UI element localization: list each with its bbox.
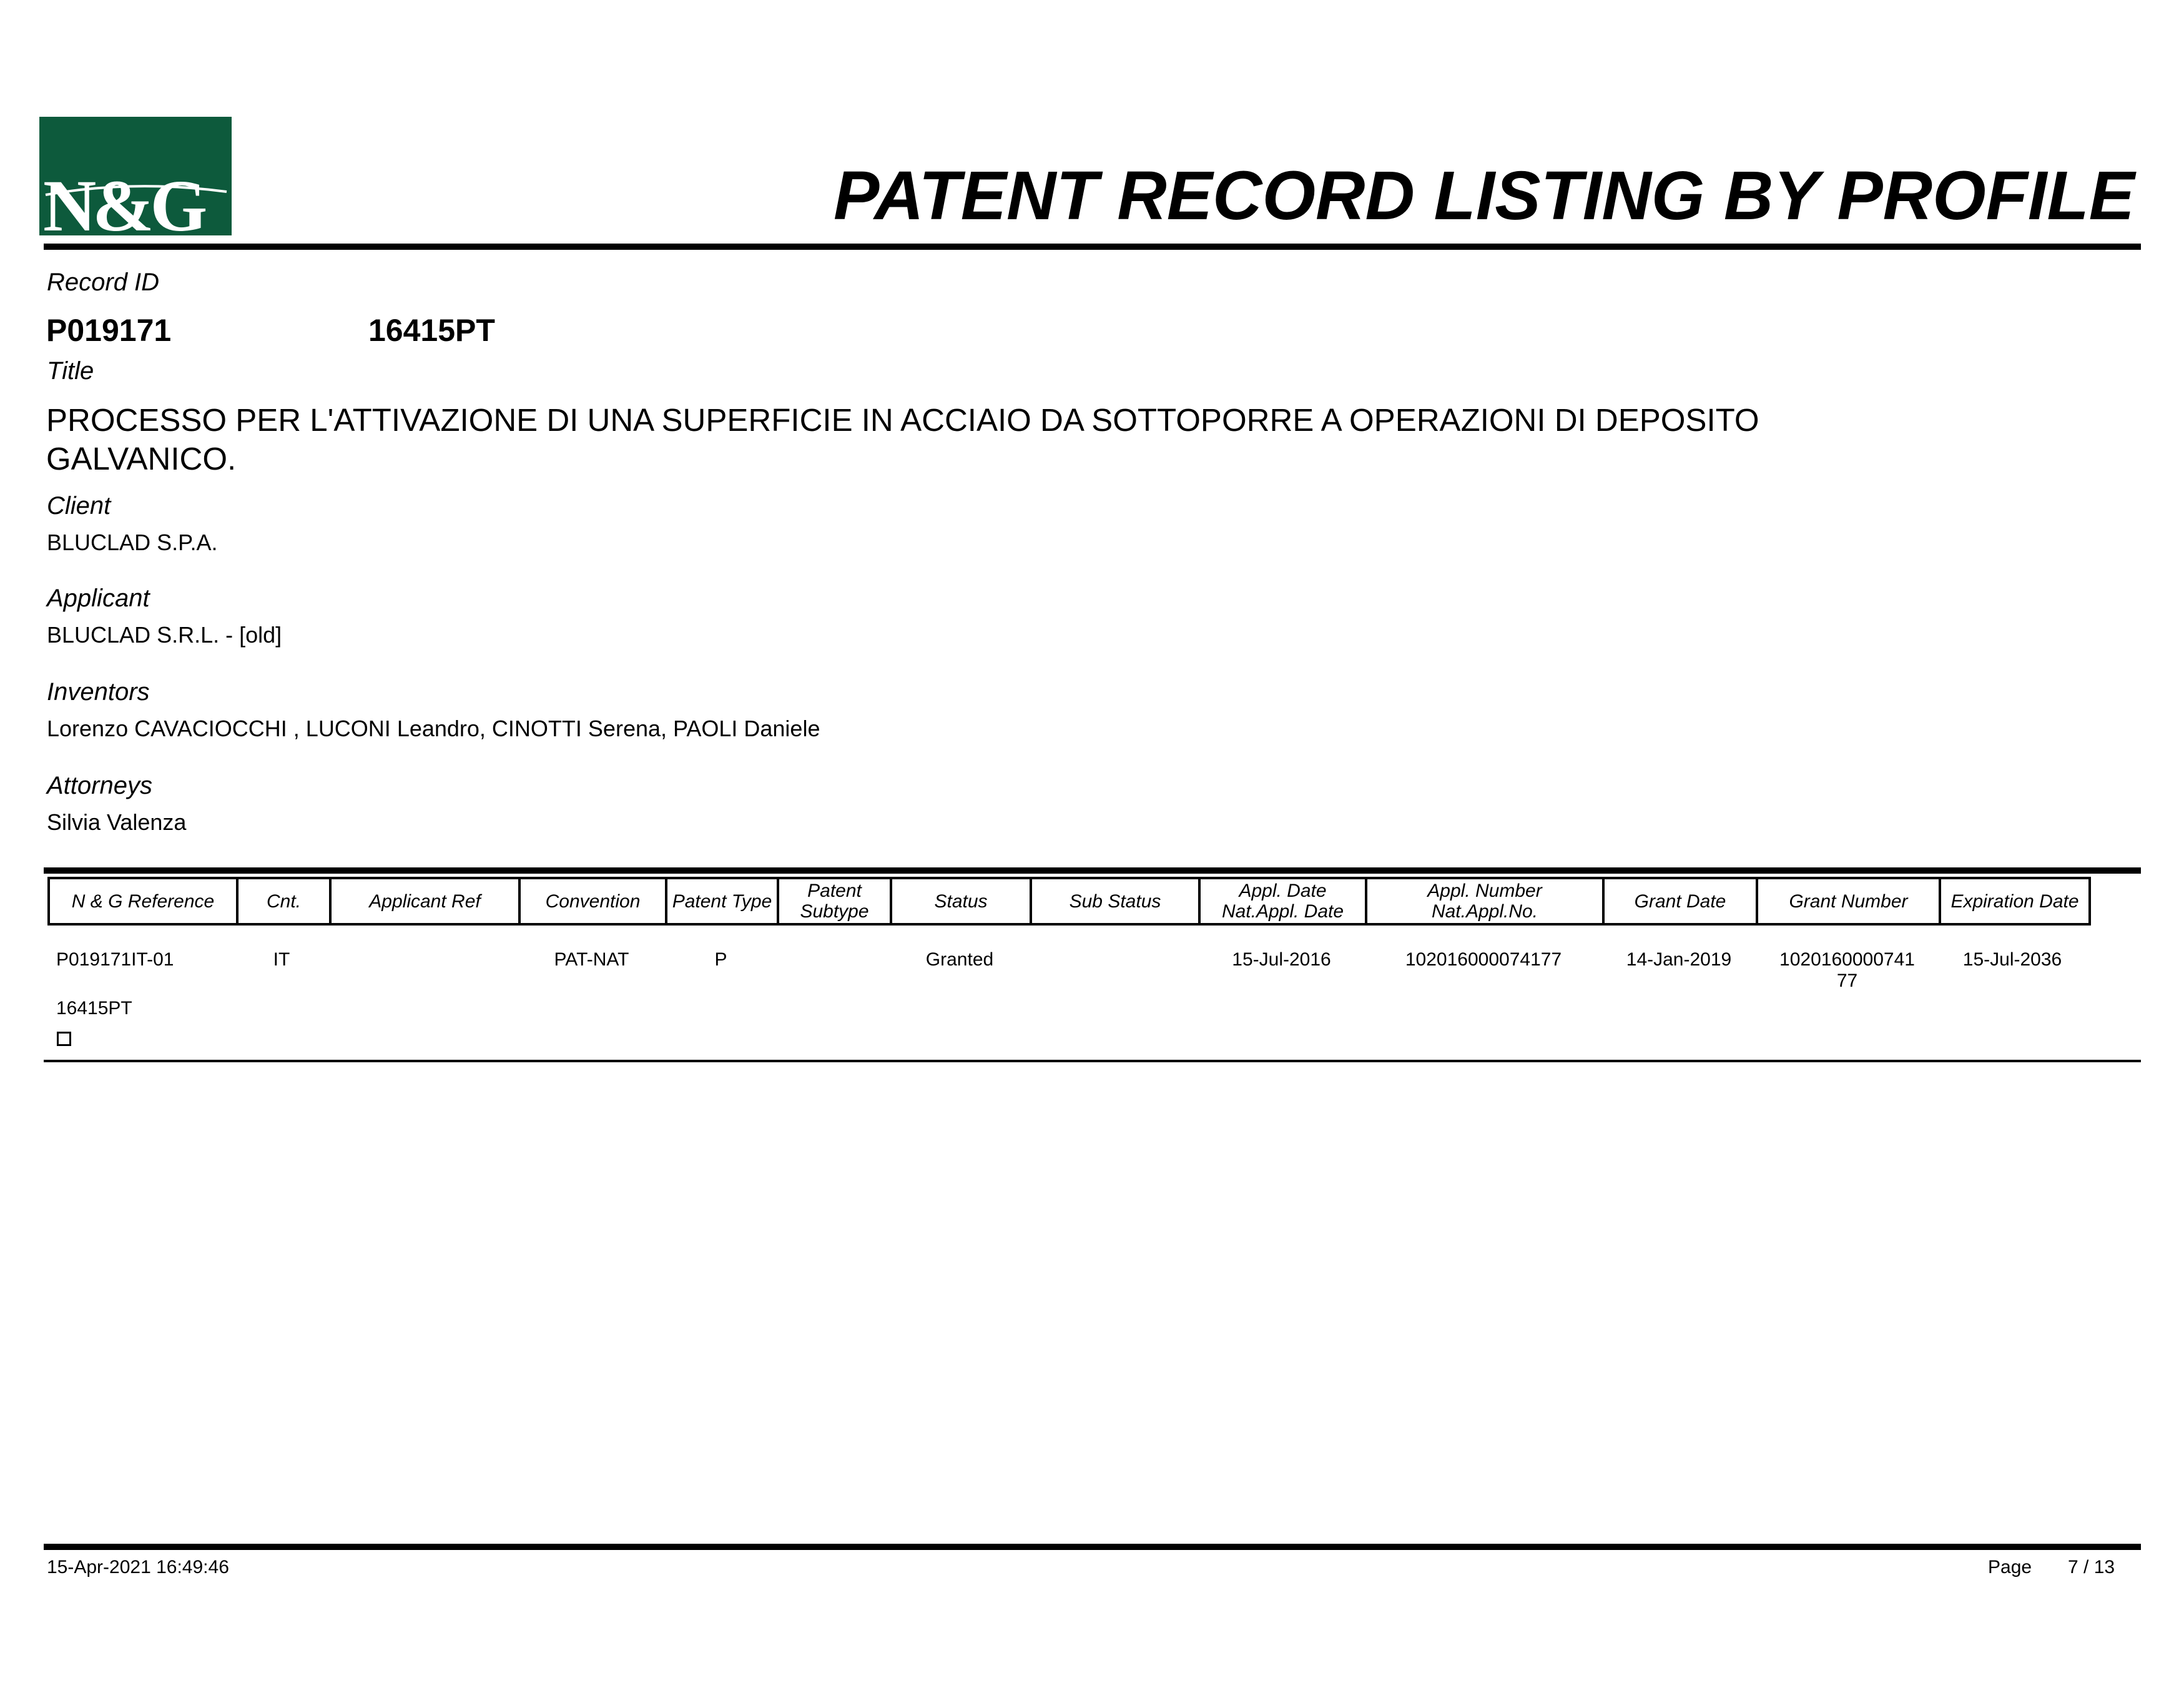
ng-logo — [39, 117, 232, 235]
cell-grant-number-line2: 77 — [1836, 970, 1858, 991]
th-cnt: Cnt. — [239, 879, 332, 923]
record-id: P019171 — [46, 313, 172, 348]
svg-text:N&G: N&G — [43, 165, 204, 235]
cell-grant-number-line1: 1020160000741 — [1779, 949, 1915, 970]
applicant-value: BLUCLAD S.R.L. - [old] — [47, 622, 282, 648]
row-checkbox[interactable] — [57, 1032, 71, 1046]
client-value: BLUCLAD S.P.A. — [47, 530, 218, 555]
th-grant-number: Grant Number — [1758, 879, 1941, 923]
cell-appl-number: 102016000074177 — [1405, 949, 1562, 970]
cell-client-ref: 16415PT — [56, 998, 132, 1019]
cell-ng-reference: P019171IT-01 — [56, 949, 174, 970]
th-appl-date-line1: Appl. Date — [1239, 881, 1327, 901]
cell-status: Granted — [925, 949, 994, 970]
th-appl-number-line1: Appl. Number — [1427, 881, 1542, 901]
title-label: Title — [47, 357, 94, 385]
th-patent-type: Patent Type — [667, 879, 779, 923]
table-bottom-rule — [44, 1060, 2141, 1062]
record-id-label: Record ID — [47, 269, 160, 296]
th-patent-subtype-line1: Patent — [807, 881, 862, 901]
document-title: PATENT RECORD LISTING BY PROFILE — [834, 157, 2135, 234]
attorneys-label: Attorneys — [47, 772, 152, 799]
th-patent-subtype — [779, 879, 892, 923]
table-top-rule — [44, 867, 2141, 874]
cell-expiration-date: 15-Jul-2036 — [1962, 949, 2062, 970]
th-convention: Convention — [521, 879, 667, 923]
th-expiration-date: Expiration Date — [1950, 891, 2079, 912]
client-label: Client — [47, 492, 111, 520]
table-header — [47, 877, 2091, 925]
th-grant-date: Grant Date — [1605, 879, 1758, 923]
th-status: Status — [892, 879, 1032, 923]
th-appl-number-line2: Nat.Appl.No. — [1431, 901, 1538, 922]
footer-timestamp: 15-Apr-2021 16:49:46 — [47, 1557, 229, 1577]
attorneys-value: Silvia Valenza — [47, 809, 187, 835]
record-title: PROCESSO PER L'ATTIVAZIONE DI UNA SUPERFICIE IN ACCIAIO DA SOTTOPORRE A OPERAZIONI DI DEPOSITO GALVANICO. — [46, 402, 1759, 476]
footer-page-number: 7 / 13 — [2068, 1557, 2115, 1577]
th-patent-subtype-line2: Subtype — [800, 901, 869, 922]
applicant-label: Applicant — [47, 585, 150, 612]
th-applicant-ref: Applicant Ref — [332, 879, 521, 923]
th-sub-status: Sub Status — [1032, 879, 1201, 923]
footer-rule — [44, 1544, 2141, 1550]
secondary-id: 16415PT — [368, 313, 495, 348]
inventors-label: Inventors — [47, 678, 150, 706]
th-appl-number — [1367, 879, 1605, 923]
cell-cnt: IT — [273, 949, 290, 970]
cell-grant-number — [1756, 949, 1939, 992]
inventors-value: Lorenzo CAVACIOCCHI , LUCONI Leandro, CINOTTI Serena, PAOLI Daniele — [47, 716, 820, 741]
th-appl-date — [1201, 879, 1367, 923]
cell-grant-date: 14-Jan-2019 — [1626, 949, 1732, 970]
cell-convention: PAT-NAT — [554, 949, 629, 970]
footer-page-label: Page — [1988, 1557, 2032, 1577]
cell-appl-date: 15-Jul-2016 — [1232, 949, 1331, 970]
cell-patent-type: P — [714, 949, 727, 970]
header-rule — [44, 244, 2141, 250]
th-ng-reference: N & G Reference — [50, 879, 239, 923]
th-appl-date-line2: Nat.Appl. Date — [1221, 901, 1344, 922]
